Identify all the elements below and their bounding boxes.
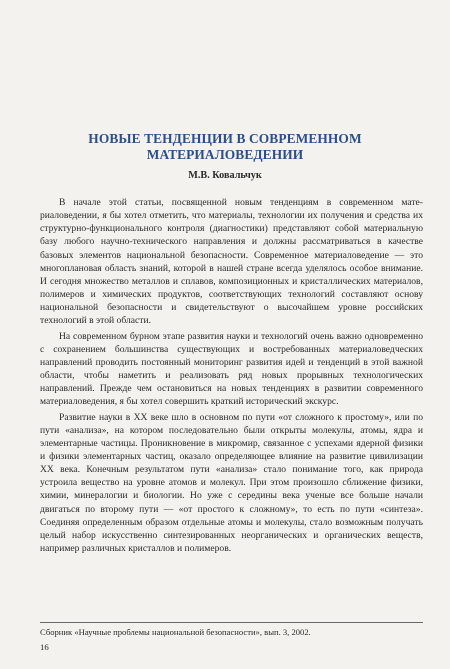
paragraph-2: На современном бурном этапе развития науки и технологий очень важно одновременно с сохранением большинства существующих и востребованных материаловедческих направлений проводить постоянный мониторинг развития идей и тенденций в этой важной области, чтобы наметить и реализовать ряд новых прорывных технологических направлений. Прежде чем остановиться на новых тенденциях в развитии современного материаловедения, я бы хотел совершить краткий исторический экскурс. [40,330,423,408]
article-title-line-1: НОВЫЕ ТЕНДЕНЦИИ В СОВРЕМЕННОМ [88,131,362,146]
footnote-divider [40,622,423,623]
paragraph-3: Развитие науки в XX веке шло в основном по пути «от сложного к простому», или по пути «анализа», на котором последовательно были открыты молекулы, атомы, ядра и элементарные частицы. Проникновение в микромир, связанное с успехами ядерной физики и физики элементарных частиц, оказало определяющее влияние на развитие цивилизации XX века. Конечным результатом пути «анализа» стало понимание того, как природа устроила вещество на уровне атомов и молекул. При этом произошло сближение физики, химии, минералогии и биологии. Но уже с середины века ученые все больше начали двигаться по второму пути — «от простого к сложному», то есть по пути «синтеза». Соединяя определенным образом отдельные атомы и молекулы, стало возможным получать целый набор искусственно синтезированных неорганических и органических веществ, например различных кристаллов и полимеров. [40,411,423,555]
article-title [40,131,410,163]
paragraph-1: В начале этой статьи, посвященной новым тенденциям в современном материаловедении, я бы хотел отметить, что материалы, технологии их получения и средства их структурно-функционального контроля (диагностики) представляют собой материальную базу любого научно-технического направления и должны рассматриваться в качестве базовых элементов национальной безопасности. Современное материаловедение — это многоплановая область знаний, которой в нашей стране всегда уделялось особое внимание. И сегодня множество металлов и сплавов, композиционных и кристаллических материалов, полимеров и химических продуктов, соответствующих технологий составляют основу национальной безопасности и свидетельствуют о высочайшем уровне российских технологий в этой области. [40,197,423,327]
page-number: 16 [40,642,49,652]
article-title-line-2: МАТЕРИАЛОВЕДЕНИИ [146,147,304,162]
article-body [40,196,423,555]
footnote: Сборник «Научные проблемы национальной безопасности», вып. 3, 2002. [40,627,311,637]
article-author: М.В. Ковальчук [188,170,262,181]
